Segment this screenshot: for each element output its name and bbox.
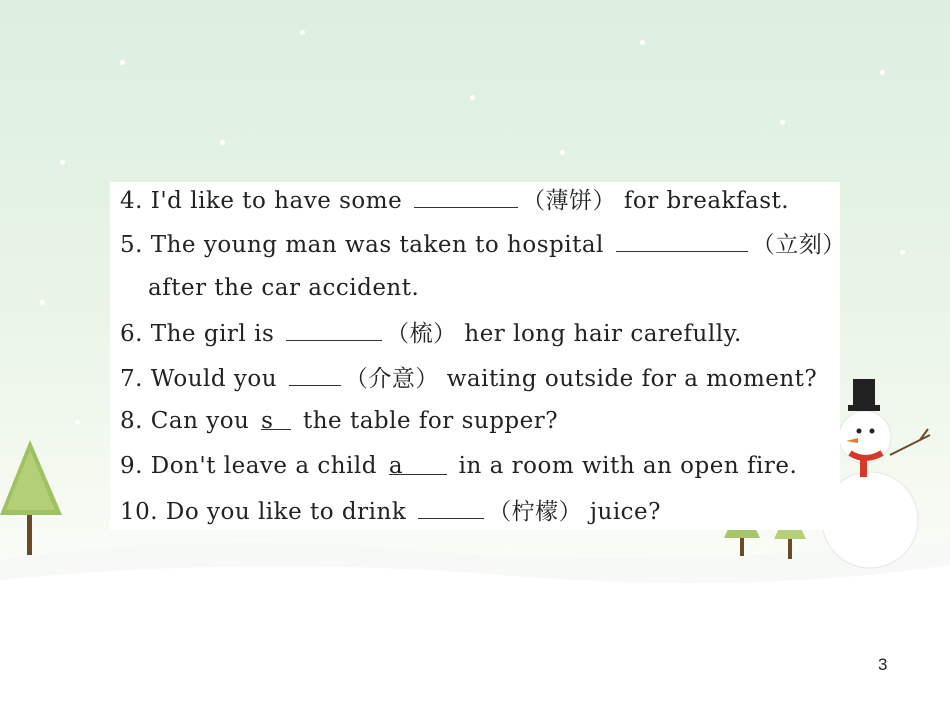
item-number: 7.	[120, 366, 143, 392]
answer-blank[interactable]	[414, 185, 518, 208]
exercise-item-5	[120, 229, 846, 259]
answer-blank[interactable]	[286, 318, 382, 341]
pine-tree-left	[0, 440, 70, 560]
item-number: 4.	[120, 188, 143, 214]
chinese-hint: （介意）	[344, 366, 439, 392]
sentence-text: her long hair carefully.	[464, 321, 742, 347]
sentence-text: I'd like to have some	[150, 188, 403, 214]
chinese-hint: （梳）	[386, 321, 457, 347]
exercise-item-5-continued	[148, 274, 419, 302]
sentence-text: for breakfast.	[623, 188, 790, 214]
first-letter-hint: s	[261, 408, 274, 434]
answer-blank[interactable]	[388, 452, 447, 479]
first-letter-hint: a	[388, 453, 404, 479]
sentence-text: Do you like to drink	[165, 499, 407, 525]
chinese-hint: （立刻）	[751, 232, 846, 258]
sentence-text: after the car accident.	[148, 275, 420, 301]
chinese-hint: （薄饼）	[522, 188, 617, 214]
sentence-text: Would you	[150, 366, 278, 392]
item-number: 10.	[120, 499, 159, 525]
sentence-text: in a room with an open fire.	[458, 453, 798, 479]
sentence-text: The young man was taken to hospital	[150, 232, 604, 258]
sentence-text: waiting outside for a moment?	[446, 366, 818, 392]
item-number: 6.	[120, 321, 143, 347]
answer-blank[interactable]	[616, 229, 748, 252]
exercise-item-6	[120, 318, 742, 348]
item-number: 5.	[120, 232, 143, 258]
chinese-hint: （柠檬）	[488, 499, 583, 525]
exercise-item-10	[120, 496, 661, 526]
sentence-text: Can you	[150, 408, 250, 434]
answer-blank[interactable]	[418, 496, 484, 519]
exercise-card	[110, 182, 846, 530]
page-number: 3	[878, 655, 888, 674]
sentence-text: Don't leave a child	[150, 453, 377, 479]
item-number: 9.	[120, 453, 143, 479]
exercise-item-4	[120, 185, 789, 215]
exercise-item-8	[120, 407, 558, 435]
item-number: 8.	[120, 408, 143, 434]
answer-blank[interactable]	[261, 407, 291, 434]
sentence-text: the table for supper?	[302, 408, 559, 434]
exercise-item-7	[120, 363, 817, 393]
exercise-item-9	[120, 452, 797, 480]
answer-blank[interactable]	[289, 363, 341, 386]
sentence-text: The girl is	[150, 321, 275, 347]
sentence-text: juice?	[589, 499, 661, 525]
